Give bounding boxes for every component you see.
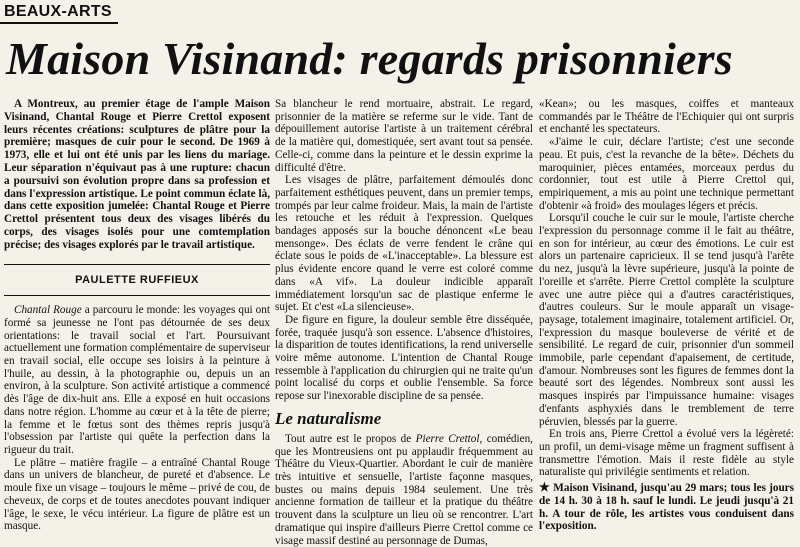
byline-rule	[4, 295, 270, 296]
paragraph-text: a parcouru le monde: les voyages qui ont formé sa jeunesse ne l'ont pas détournée de ses deux orientations: le travail social et l'art. Poursuivant actuellement une formation complémentaire de superviseur en travail social, elle occupe ses loisirs à la peinture à l'huile, au dessin, à la photographie ou, depuis un an environ, à la sculpture. Son activité artistique a commencé dès l'âge de dix-huit ans. Elle a exposé en huit occasions dans notre région. L'homme au cœur et à la tête de pierre; la femme et le fœtus sont des thèmes repris jusqu'à l'obsession par l'artiste qui quête la perfection dans la rigueur du trait.	[4, 304, 270, 456]
rubric-underline	[0, 22, 118, 24]
lead-paragraph: A Montreux, au premier étage de l'ample Maison Visinand, Chantal Rouge et Pierre Crettol exposent leurs récentes créations: sculptures de plâtre pour la première; masques de cuir pour le second. De 1969 à 1973, elle et lui ont été unis par les liens du mariage. Leur séparation n'équivaut pas à une rupture: chacun a poursuivi son évolution propre dans sa profession et dans l'expression artistique. Le point commun éclate là, dans cette exposition jumelée: Chantal Rouge et Pierre Crettol présentent tous deux des visages libérés du corps, des visages isolés pour une comtemplation précise; des visages explorés par le travail artistique.	[4, 98, 270, 251]
column-2	[275, 98, 533, 547]
section-rubric: BEAUX-ARTS	[4, 3, 112, 20]
column-3	[539, 98, 794, 533]
body-paragraph: De figure en figure, la douleur semble être disséquée, forée, traquée jusqu'à son essence. L'absence d'histoires, la disparition de toutes identifications, la rend universelle voire même autonome. L'intention de Chantal Rouge ressemble à l'application du chirurgien qui ne traite qu'un point localisé du corps et oublie l'ensemble. Sa force repose sur l'inexorable discipline de sa pensée.	[275, 313, 533, 403]
paragraph-text: , comédien, que les Montreusiens ont pu applaudir fréquemment au Théâtre du Vieux-Quartier. Abordant le cuir de manière très intuitive et sensuelle, l'artiste façonne masques, bustes ou mains depuis 1984 seulement. Une très ancienne formation de tailleur et la pratique du théâtre trouvent dans la sculpture un lieu où se rencontrer. L'art dramatique qui inspire d'ailleurs Pierre Crettol comme ce visage massif destiné au personnage de Dumas,	[275, 432, 533, 547]
byline-block	[4, 264, 270, 297]
artist-name: Pierre Crettol	[415, 432, 480, 445]
body-paragraph: Le plâtre – matière fragile – a entraîné Chantal Rouge dans un univers de blancheur, de pureté et d'absence. Le moule fixe un visage – toujours le même – privé de cou, de cheveux, de corps et de toutes anecdotes pouvant indiquer l'âge, le sexe, le vécu intérieur. La figure de plâtre est un masque.	[4, 456, 270, 533]
body-paragraph: «J'aime le cuir, déclare l'artiste; c'est une seconde peau. Et puis, c'est la revanche de la bête». Déchets du maroquinier, pièces entamées, morceaux perdus du cordonnier, tout est utile à Pierre Crettol qui, empiriquement, a mis au point une technique permettant d'obtenir «à froid» des moulages légers et précis.	[539, 136, 794, 212]
body-paragraph: «Kean»; ou les masques, coiffes et manteaux commandés par le Théâtre de l'Echiquier qui ont surpris et enchanté les spectateurs.	[539, 98, 794, 136]
body-paragraph: En trois ans, Pierre Crettol a évolué vers la légèreté: un profil, un demi-visage même un fragment suffisent à transmettre l'émotion. Mais il reste fidèle au style naturaliste qui privilégie sentiments et relation.	[539, 428, 794, 479]
body-paragraph: Sa blancheur le rend mortuaire, abstrait. Le regard, prisonnier de la matière se referme sur le vide. Tant de dépouillement autorise l'artiste à un traitement cérébral de la matière qui, domestiquée, sert avant tout sa pensée. Celle-ci, comme dans la peinture et le dessin exprime la difficulté d'être.	[275, 98, 533, 174]
body-paragraph: Lorsqu'il couche le cuir sur le moule, l'artiste cherche l'expression du personnage comme il le fait au théâtre, en son for intérieur, au cœur des émotions. Le cuir est alors un partenaire capricieux. Il se tend jusqu'à l'arête du nez, jusqu'à la lèvre supérieure, jusqu'à la pointe de l'oreille et s'arrête. Pierre Crettol complète la sculpture avec une autre pièce qui a d'autres caractéristiques, d'autres couleurs. Sur le moule apparaît un visage-paysage, totalement imaginaire, totalement artificiel. Or, l'expression du masque bouleverse de vérité et de sensibilité. Le regard de cuir, prisonnier d'un sommeil immobile, parle cependant d'apaisement, de certitude, d'amour. Nombreuses sont les figures de femmes dont la beauté sort des légendes. Nombreux sont aussi les masques inspirés par l'impuissance humaine: visages d'enfants asphyxiés dans le tremblement de terre péruvien, blessés par la guerre.	[539, 212, 794, 428]
article-headline: Maison Visinand: regards prisonniers	[6, 33, 733, 84]
body-paragraph	[275, 433, 533, 547]
artist-name: Chantal Rouge	[14, 304, 82, 317]
author-byline: PAULETTE RUFFIEUX	[75, 273, 199, 286]
article-lead	[4, 98, 270, 252]
paragraph-text: Tout autre est le propos de	[285, 432, 416, 445]
body-paragraph: Les visages de plâtre, parfaitement démoulés donc parfaitement esthétiques peuvent, dans un premier temps, trompés par leur calme froideur. Mais, la main de l'artiste les retouche et les réduit à l'expression. Quelques bandages apposés sur la bouche dénoncent «Le beau mensonge». Des éclats de verre fendent le crâne qui éclate sous le poids de «L'inacceptable». La blessure est plus évidente encore quand le verre est coloré comme dans «A vif». La douleur indicible apparaît immédiatement lorsqu'un sac de plastique enferme le sujet. Et c'est «La silencieuse».	[275, 174, 533, 314]
exhibition-info	[539, 481, 794, 533]
info-text: Maison Visinand, jusqu'au 29 mars; tous les jours de 14 h. 30 à 18 h. sauf le lundi. Le jeudi jusqu'à 21 h. A tour de rôle, les artistes vous conduisent dans l'exposition.	[539, 482, 794, 533]
star-icon: ★	[539, 480, 551, 495]
section-subhead: Le naturalisme	[275, 408, 382, 428]
body-paragraph	[4, 304, 270, 456]
column-1	[4, 98, 270, 533]
